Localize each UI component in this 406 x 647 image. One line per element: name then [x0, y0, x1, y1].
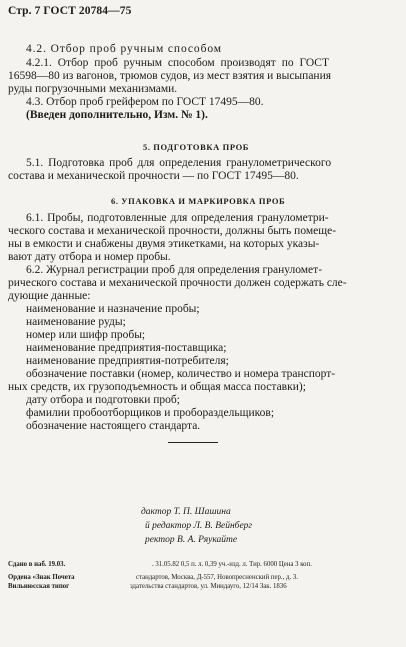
list-item-1: наименование и назначение пробы;	[26, 303, 200, 315]
list-item-8: фамилии пробоотборщиков и пробораздельщиков;	[26, 407, 275, 419]
section-6-heading: 6. УПАКОВКА И МАРКИРОВКА ПРОБ	[111, 196, 286, 206]
list-item-7: дату отбора и подготовки проб;	[26, 394, 180, 406]
page-header: Стр. 7 ГОСТ 20784—75	[8, 5, 132, 17]
clause-4-3: 4.3. Отбор проб грейфером по ГОСТ 17495—80.	[26, 96, 264, 108]
clause-4-2: 4.2. Отбор проб ручным способом	[26, 43, 222, 55]
clause-6-1: 6.1. Пробы, подготовленные для определения гранулометри-	[26, 212, 329, 224]
amendment-note: (Введен дополнительно, Изм. № 1).	[26, 109, 208, 121]
clause-6-1-cont-2: ны в емкости и снабжены двумя этикетками, на которых указы-	[8, 238, 320, 250]
list-item-9: обозначение настоящего стандарта.	[26, 420, 201, 432]
list-item-3: номер или шифр пробы;	[26, 329, 146, 341]
clause-6-2: 6.2. Журнал регистрации проб для определения грануломет-	[26, 264, 323, 276]
list-item-6-cont: ных средств, их грузоподъемность и общая масса поставки);	[8, 381, 306, 393]
clause-6-1-cont-3: вают дату отбора и номер пробы.	[8, 251, 171, 263]
imprint-printer: Вильнюсская типог	[8, 583, 70, 590]
credit-tech-editor: й редактор Л. В. Вейнберг	[145, 521, 253, 531]
imprint-order: Ордена «Знак Почета	[8, 574, 75, 581]
credit-editor: дактор Т. П. Шашина	[141, 507, 231, 517]
list-item-2: наименование руды;	[26, 316, 126, 328]
divider-rule	[168, 442, 218, 443]
clause-5-1-cont: состава и механической прочности — по ГОСТ 17495—80.	[8, 170, 299, 182]
clause-6-2-cont-1: рического состава и механической прочности должен содержать сле-	[8, 277, 347, 289]
section-5-heading: 5. ПОДГОТОВКА ПРОБ	[143, 142, 250, 152]
clause-4-2-1: 4.2.1. Отбор проб ручным способом производят по ГОСТ	[26, 57, 329, 69]
imprint-submitted: Сдано в наб. 19.03.	[8, 561, 66, 568]
clause-4-2-1-cont-1: 16598—80 из вагонов, трюмов судов, из мест взятия и высыпания	[8, 70, 332, 82]
credit-proofreader: ректор В. А. Ряукайте	[145, 535, 238, 545]
clause-5-1: 5.1. Подготовка проб для определения гранулометрического	[26, 157, 332, 169]
imprint-publisher: стандартов, Москва, Д-557, Новопресненский пер., д. 3.	[136, 574, 298, 581]
imprint-printer-address: здательства стандартов, ул. Миндауго, 12/14 Зак. 1836	[130, 583, 287, 590]
list-item-6: обозначение поставки (номер, количество и номера транспорт-	[26, 368, 336, 380]
imprint-print-details: . 31.05.82 0,5 п. л. 0,39 уч.-изд. л. Тир. 6000 Цена 3 коп.	[152, 561, 312, 568]
clause-6-2-cont-2: дующие данные:	[8, 290, 91, 302]
clause-4-2-1-cont-2: руды погрузочными механизмами.	[8, 83, 178, 95]
list-item-4: наименование предприятия-поставщика;	[26, 342, 227, 354]
clause-6-1-cont-1: ческого состава и механической прочности, должны быть помеще-	[8, 225, 337, 237]
list-item-5: наименование предприятия-потребителя;	[26, 355, 229, 367]
